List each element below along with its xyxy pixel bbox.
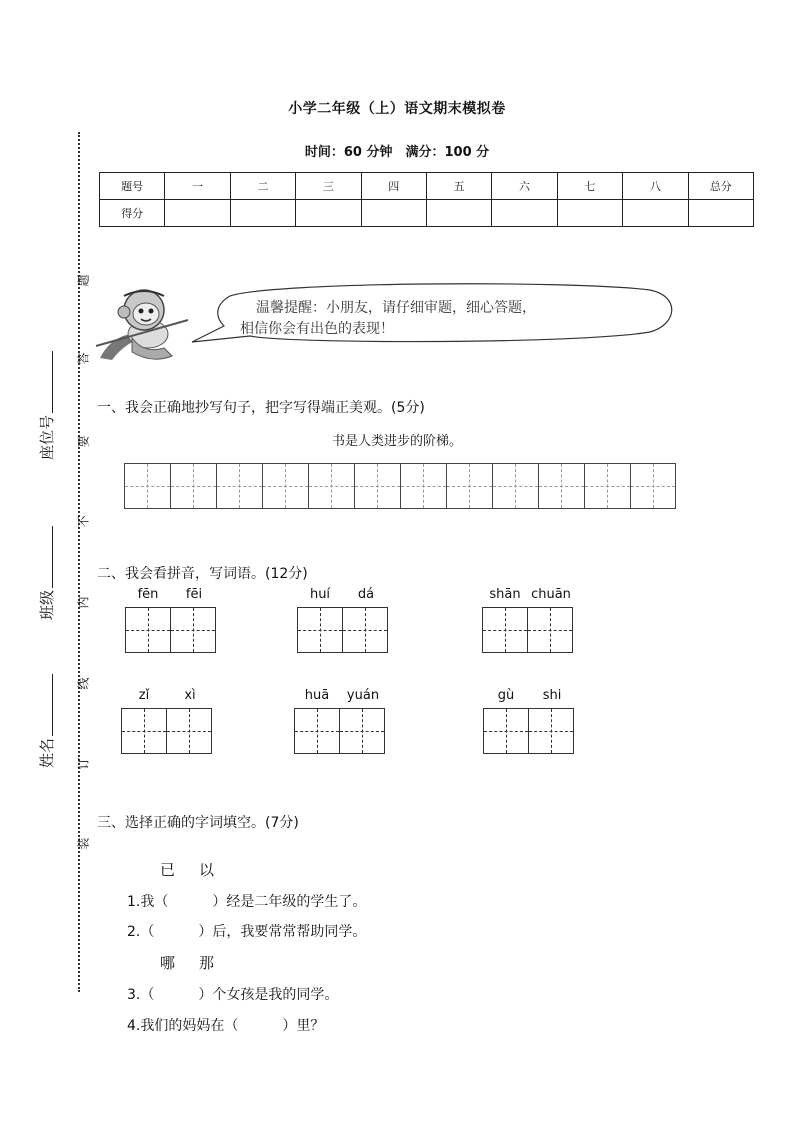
binding-dotted-line	[78, 132, 80, 992]
table-cell: 二	[230, 173, 295, 200]
pinyin-label: dá	[357, 587, 375, 602]
pinyin-word-group	[121, 688, 213, 754]
table-cell: 七	[557, 173, 622, 200]
tian-grid-cell[interactable]	[482, 607, 528, 653]
score-input-cell[interactable]	[688, 200, 753, 227]
question-text: ）经是二年级的学生了。	[212, 894, 367, 910]
class-label: 班级	[38, 589, 56, 620]
question-number: 4.	[127, 1018, 141, 1034]
question-number: 3.	[127, 987, 141, 1003]
writing-cell[interactable]	[354, 463, 400, 509]
tian-grid-cell[interactable]	[166, 708, 212, 754]
binding-char: 要	[76, 435, 91, 448]
question-text: ）个女孩是我的同学。	[198, 987, 339, 1003]
choice-word: 以	[199, 861, 217, 879]
table-cell: 总分	[688, 173, 753, 200]
section-1-title: 一、我会正确地抄写句子，把字写得端正美观。(5分)	[97, 400, 425, 416]
name-field[interactable]	[36, 674, 57, 768]
class-field[interactable]	[36, 526, 57, 620]
tian-grid-cell[interactable]	[339, 708, 385, 754]
tian-grid-cell[interactable]	[527, 607, 573, 653]
tian-grid-cell[interactable]	[294, 708, 340, 754]
tian-grid-cell[interactable]	[170, 607, 216, 653]
table-row	[100, 200, 754, 227]
choice-word: 已	[160, 861, 178, 879]
question-2	[127, 921, 366, 941]
choice-word: 那	[199, 954, 217, 972]
question-number: 2.	[127, 924, 141, 940]
pinyin-word-group	[294, 688, 386, 754]
writing-cell[interactable]	[308, 463, 354, 509]
table-cell: 六	[492, 173, 557, 200]
choice-word: 哪	[160, 954, 178, 972]
pinyin-label: zǐ	[138, 688, 150, 703]
writing-cell[interactable]	[630, 463, 676, 509]
tip-text	[240, 298, 660, 340]
binding-char: 订	[76, 757, 91, 770]
tip-line-1: 温馨提醒：小朋友，请仔细审题，细心答题，	[256, 300, 536, 316]
section-2-title: 二、我会看拼音，写词语。(12分)	[97, 566, 308, 582]
score-input-cell[interactable]	[361, 200, 426, 227]
score-input-cell[interactable]	[426, 200, 491, 227]
binding-char: 题	[76, 274, 91, 287]
page-title: 小学二年级（上）语文期末模拟卷	[288, 101, 506, 117]
question-3	[127, 984, 338, 1004]
tian-grid-cell[interactable]	[297, 607, 343, 653]
writing-cell[interactable]	[492, 463, 538, 509]
binding-char: 内	[76, 596, 91, 609]
writing-cell[interactable]	[446, 463, 492, 509]
pinyin-label: yuán	[346, 688, 380, 703]
name-label: 姓名	[38, 737, 56, 768]
table-cell: 得分	[100, 200, 165, 227]
writing-cell[interactable]	[400, 463, 446, 509]
pinyin-label: gù	[497, 688, 515, 703]
writing-cell[interactable]	[584, 463, 630, 509]
tip-line-2: 相信你会有出色的表现！	[240, 321, 394, 337]
tian-grid-cell[interactable]	[528, 708, 574, 754]
word-choices-1	[160, 859, 238, 880]
writing-cell[interactable]	[262, 463, 308, 509]
pinyin-label: shān	[489, 587, 521, 602]
writing-cell[interactable]	[124, 463, 170, 509]
tian-grid-cell[interactable]	[121, 708, 167, 754]
score-input-cell[interactable]	[165, 200, 230, 227]
binding-char: 装	[76, 837, 91, 850]
table-cell: 三	[296, 173, 361, 200]
seat-number-label: 座位号	[38, 414, 56, 460]
question-text: （	[140, 924, 155, 940]
pinyin-label: huí	[309, 587, 331, 602]
pinyin-word-group	[483, 688, 575, 754]
table-cell: 四	[361, 173, 426, 200]
writing-cell[interactable]	[216, 463, 262, 509]
pinyin-word-group	[125, 587, 217, 653]
pinyin-word-group	[482, 587, 574, 653]
tian-grid-cell[interactable]	[342, 607, 388, 653]
question-number: 1.	[127, 894, 141, 910]
copy-sentence: 书是人类进步的阶梯。	[331, 434, 462, 449]
section-3-title: 三、选择正确的字词填空。(7分)	[97, 815, 299, 831]
score-input-cell[interactable]	[557, 200, 622, 227]
question-1	[127, 891, 366, 911]
exam-info: 时间：60 分钟 满分：100 分	[304, 145, 490, 160]
table-cell: 一	[165, 173, 230, 200]
pinyin-label: chuān	[531, 587, 571, 602]
binding-char: 不	[76, 515, 91, 528]
pinyin-label: xì	[184, 688, 196, 703]
score-input-cell[interactable]	[492, 200, 557, 227]
pinyin-label: fēi	[185, 587, 203, 602]
binding-char: 线	[76, 677, 91, 690]
question-text: ）里？	[282, 1018, 325, 1034]
word-choices-2	[160, 952, 238, 973]
score-input-cell[interactable]	[623, 200, 688, 227]
pinyin-label: huā	[304, 688, 330, 703]
question-4	[127, 1015, 324, 1035]
question-text: 我们的妈妈在（	[140, 1018, 239, 1034]
monkey-mascot-icon	[92, 280, 192, 362]
tian-grid-cell[interactable]	[125, 607, 171, 653]
table-cell: 题号	[100, 173, 165, 200]
binding-char: 答	[76, 352, 91, 365]
score-table	[99, 172, 754, 227]
writing-cell[interactable]	[170, 463, 216, 509]
score-input-cell[interactable]	[230, 200, 295, 227]
table-cell: 八	[623, 173, 688, 200]
pinyin-label: shi	[542, 688, 562, 703]
pinyin-word-group	[297, 587, 389, 653]
question-text: （	[140, 987, 155, 1003]
table-cell: 五	[426, 173, 491, 200]
question-text: 我（	[140, 894, 169, 910]
question-text: ）后，我要常常帮助同学。	[198, 924, 367, 940]
score-input-cell[interactable]	[296, 200, 361, 227]
writing-cell[interactable]	[538, 463, 584, 509]
tian-grid-cell[interactable]	[483, 708, 529, 754]
copy-writing-grid[interactable]	[124, 463, 676, 509]
pinyin-label: fēn	[137, 587, 159, 602]
table-row	[100, 173, 754, 200]
